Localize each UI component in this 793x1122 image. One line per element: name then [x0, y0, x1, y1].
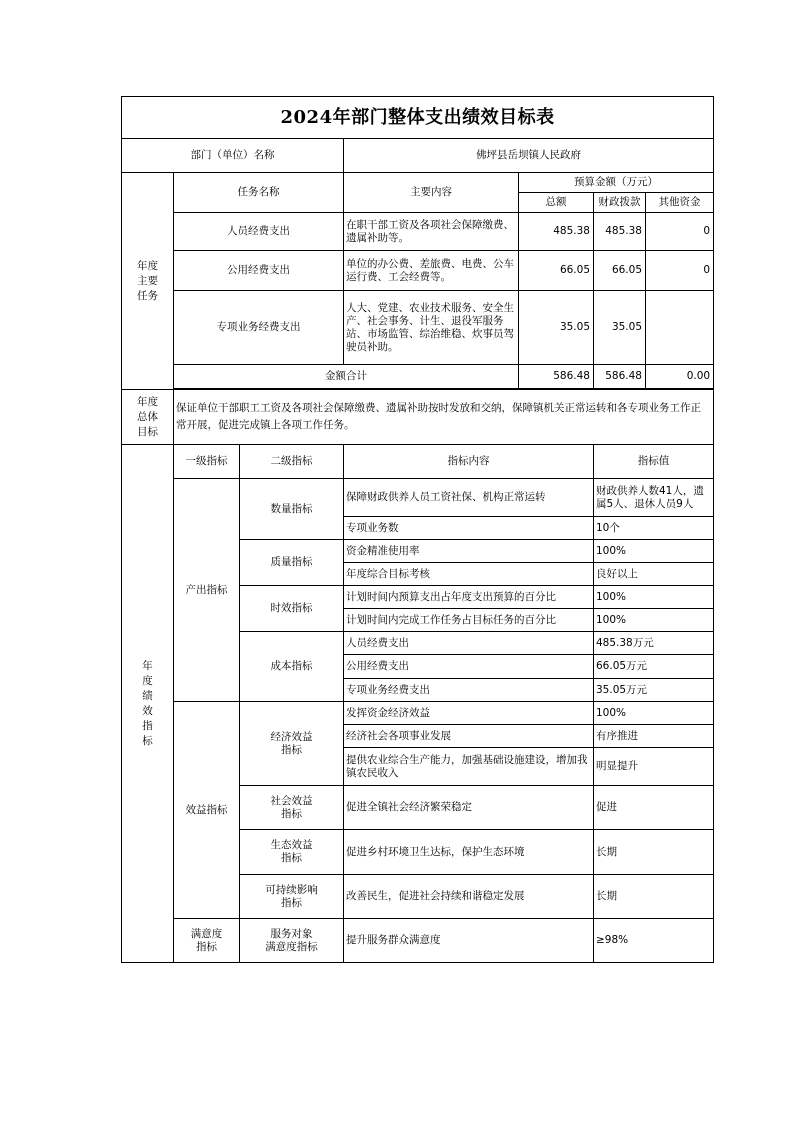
indicator-content: 提升服务群众满意度 — [344, 919, 594, 963]
service-satisfaction-label: 服务对象 满意度指标 — [240, 919, 344, 963]
task-fiscal: 485.38 — [594, 213, 646, 251]
indicator-value: 485.38万元 — [594, 632, 714, 655]
quality-indicator-label: 质量指标 — [240, 540, 344, 586]
benefit-indicator-label: 效益指标 — [174, 702, 240, 919]
quantity-indicator-label: 数量指标 — [240, 479, 344, 540]
table-row — [122, 479, 714, 517]
task-name: 人员经费支出 — [174, 213, 344, 251]
indicator-value: 长期 — [594, 830, 714, 875]
indicator-value: 100% — [594, 586, 714, 609]
output-indicator-label: 产出指标 — [174, 479, 240, 702]
task-other: 0 — [646, 213, 714, 251]
indicator-content: 专项业务经费支出 — [344, 679, 594, 702]
table-row — [122, 702, 714, 725]
other-header: 其他资金 — [646, 193, 714, 213]
indicator-content: 促进全镇社会经济繁荣稳定 — [344, 786, 594, 830]
satisfaction-indicator-label: 满意度 指标 — [174, 919, 240, 963]
indicator-value: 35.05万元 — [594, 679, 714, 702]
indicator-value: 财政供养人数41人，遗属5人、退休人员9人 — [594, 479, 714, 517]
economic-indicator-label: 经济效益 指标 — [240, 702, 344, 786]
department-value: 佛坪县岳坝镇人民政府 — [344, 139, 714, 173]
performance-target-table — [121, 96, 713, 963]
sustainable-indicator-label: 可持续影响 指标 — [240, 875, 344, 919]
indicator-content-header: 指标内容 — [344, 445, 594, 479]
indicator-value: 长期 — [594, 875, 714, 919]
task-name: 公用经费支出 — [174, 251, 344, 291]
indicator-content: 提供农业综合生产能力，加强基础设施建设，增加我镇农民收入 — [344, 748, 594, 786]
indicator-value: 良好以上 — [594, 563, 714, 586]
indicator-content: 计划时间内完成工作任务占目标任务的百分比 — [344, 609, 594, 632]
task-total: 66.05 — [519, 251, 594, 291]
task-other — [646, 291, 714, 365]
department-label: 部门（单位）名称 — [122, 139, 344, 173]
indicator-value-header: 指标值 — [594, 445, 714, 479]
indicator-content: 专项业务数 — [344, 517, 594, 540]
indicator-content: 改善民生，促进社会持续和谐稳定发展 — [344, 875, 594, 919]
task-total: 485.38 — [519, 213, 594, 251]
task-fiscal: 66.05 — [594, 251, 646, 291]
overall-goal-label: 年度 总体 目标 — [122, 390, 174, 445]
overall-goal-text: 保证单位干部职工工资及各项社会保障缴费、遗属补助按时发放和交纳，保障镇机关正常运转和各专项业务工作正常开展，促进完成镇上各项工作任务。 — [174, 390, 714, 445]
sum-fiscal: 586.48 — [594, 365, 646, 389]
sum-total: 586.48 — [519, 365, 594, 389]
total-header: 总额 — [519, 193, 594, 213]
sum-other: 0.00 — [646, 365, 714, 389]
level2-header: 二级指标 — [240, 445, 344, 479]
indicator-value: 促进 — [594, 786, 714, 830]
indicator-content: 经济社会各项事业发展 — [344, 725, 594, 748]
indicator-value: 66.05万元 — [594, 655, 714, 679]
indicator-content: 促进乡村环境卫生达标，保护生态环境 — [344, 830, 594, 875]
indicator-value: 明显提升 — [594, 748, 714, 786]
target-table — [121, 96, 714, 963]
task-other: 0 — [646, 251, 714, 291]
task-total: 35.05 — [519, 291, 594, 365]
indicator-value: 10个 — [594, 517, 714, 540]
indicator-value: 100% — [594, 540, 714, 563]
table-row — [122, 919, 714, 963]
task-name: 专项业务经费支出 — [174, 291, 344, 365]
sum-label: 金额合计 — [174, 365, 519, 389]
indicator-content: 发挥资金经济效益 — [344, 702, 594, 725]
indicator-content: 保障财政供养人员工资社保、机构正常运转 — [344, 479, 594, 517]
main-content-header: 主要内容 — [344, 173, 519, 213]
timeliness-indicator-label: 时效指标 — [240, 586, 344, 632]
indicator-content: 资金精准使用率 — [344, 540, 594, 563]
indicator-value: 有序推进 — [594, 725, 714, 748]
task-name-header: 任务名称 — [174, 173, 344, 213]
fiscal-header: 财政拨款 — [594, 193, 646, 213]
indicator-value: 100% — [594, 609, 714, 632]
performance-label: 年 度 绩 效 指 标 — [122, 445, 174, 963]
level1-header: 一级指标 — [174, 445, 240, 479]
task-content: 单位的办公费、差旅费、电费、公车运行费、工会经费等。 — [344, 251, 519, 291]
indicator-value: 100% — [594, 702, 714, 725]
table-row — [122, 213, 714, 251]
indicator-content: 计划时间内预算支出占年度支出预算的百分比 — [344, 586, 594, 609]
task-content: 人大、党建、农业技术服务、安全生产、社会事务、计生、退役军服务站、市场监管、综治维稳、炊事员驾驶员补助。 — [344, 291, 519, 365]
annual-tasks-label: 年度 主要 任务 — [122, 173, 174, 390]
budget-header: 预算金额（万元） — [519, 173, 714, 193]
indicator-content: 年度综合目标考核 — [344, 563, 594, 586]
table-row — [122, 251, 714, 291]
task-fiscal: 35.05 — [594, 291, 646, 365]
task-content: 在职干部工资及各项社会保障缴费、遗属补助等。 — [344, 213, 519, 251]
sum-row — [122, 365, 714, 389]
ecological-indicator-label: 生态效益 指标 — [240, 830, 344, 875]
social-indicator-label: 社会效益 指标 — [240, 786, 344, 830]
indicator-content: 公用经费支出 — [344, 655, 594, 679]
page-title: 2024年部门整体支出绩效目标表 — [122, 97, 714, 139]
table-row — [122, 291, 714, 365]
indicator-content: 人员经费支出 — [344, 632, 594, 655]
cost-indicator-label: 成本指标 — [240, 632, 344, 702]
indicator-value: ≥98% — [594, 919, 714, 963]
